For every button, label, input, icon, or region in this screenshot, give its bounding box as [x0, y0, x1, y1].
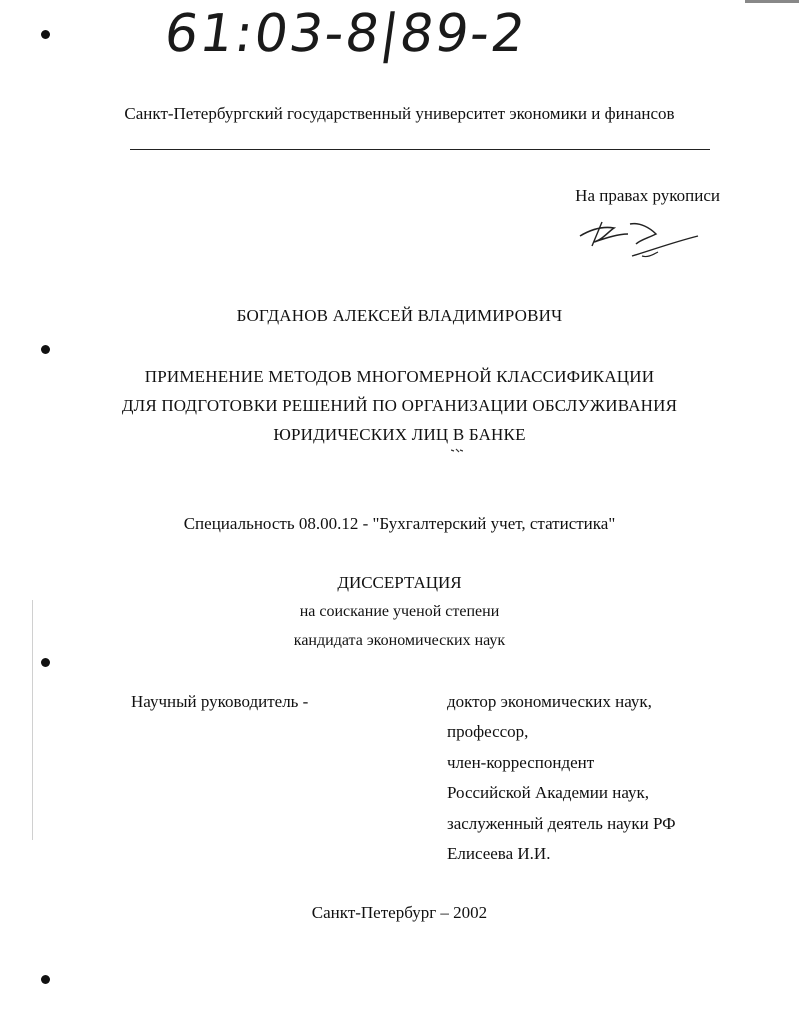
header-divider	[130, 149, 710, 150]
ink-speck	[451, 448, 463, 453]
binding-hole-mark	[41, 975, 50, 984]
degree-line-1: на соискание ученой степени	[299, 603, 500, 620]
dissertation-title-line: ЮРИДИЧЕСКИХ ЛИЦ В БАНКЕ	[273, 425, 526, 444]
manuscript-rights-note: На правах рукописи	[575, 186, 720, 205]
supervisor-label: Научный руководитель -	[131, 692, 309, 711]
supervisor-credential: заслуженный деятель науки РФ	[447, 813, 676, 833]
supervisor-credentials	[447, 692, 676, 874]
author-name: БОГДАНОВ АЛЕКСЕЙ ВЛАДИМИРОВИЧ	[236, 306, 563, 325]
dissertation-heading: ДИССЕРТАЦИЯ	[337, 573, 462, 592]
scan-corner-mark	[745, 0, 799, 3]
dissertation-title-line: ПРИМЕНЕНИЕ МЕТОДОВ МНОГОМЕРНОЙ КЛАССИФИКАЦИИ	[144, 367, 655, 386]
university-name: Санкт-Петербургский государственный университет экономики и финансов	[124, 104, 675, 123]
degree-line-2: кандидата экономических наук	[293, 632, 506, 649]
supervisor-credential: доктор экономических наук,	[447, 692, 652, 711]
supervisor-name: Елисеева И.И.	[447, 843, 551, 863]
city-year: Санкт-Петербург – 2002	[311, 903, 488, 922]
binding-hole-mark	[41, 658, 50, 667]
binding-hole-mark	[41, 30, 50, 39]
supervisor-credential: профессор,	[447, 722, 529, 742]
speciality-line: Специальность 08.00.12 - "Бухгалтерский учет, статистика"	[183, 514, 616, 533]
author-signature	[572, 212, 702, 264]
archive-code-handwritten: 61:03-8|89-2	[160, 4, 531, 64]
dissertation-title-line: ДЛЯ ПОДГОТОВКИ РЕШЕНИЙ ПО ОРГАНИЗАЦИИ ОБСЛУЖИВАНИЯ	[121, 396, 678, 415]
binding-hole-mark	[41, 345, 50, 354]
supervisor-credential: член-корреспондент	[447, 752, 595, 772]
supervisor-credential: Российской Академии наук,	[447, 783, 650, 803]
